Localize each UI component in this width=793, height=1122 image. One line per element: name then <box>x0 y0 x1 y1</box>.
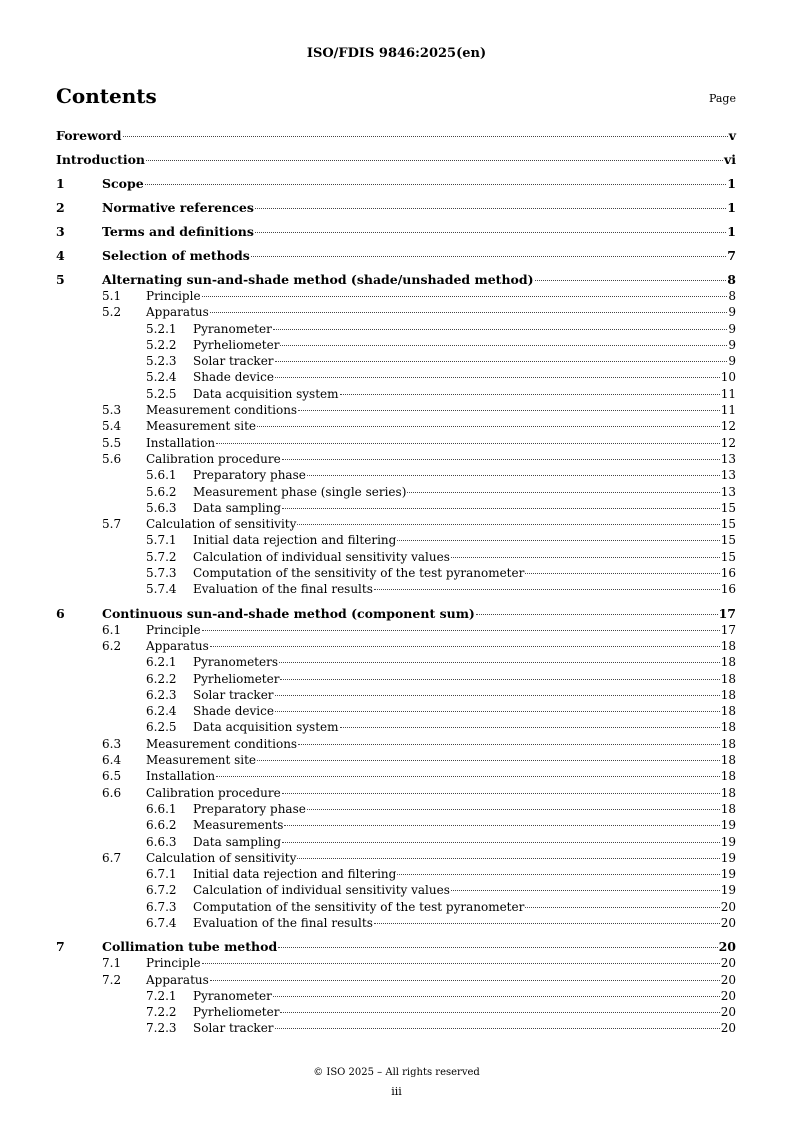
toc-entry[interactable] <box>56 484 736 500</box>
toc-dot-leader <box>216 443 720 444</box>
toc-entry-number: 6.7.1 <box>146 867 177 882</box>
toc-dot-leader <box>307 809 720 810</box>
toc-entry-page[interactable]: 18 <box>720 801 736 816</box>
toc-entry-number: 5 <box>56 272 65 287</box>
toc-entry-number: 6.1 <box>102 622 122 637</box>
toc-entry-page[interactable]: vi <box>723 152 736 167</box>
toc-entry[interactable] <box>56 850 736 866</box>
toc-entry[interactable] <box>56 768 736 784</box>
toc-dot-leader <box>279 662 720 663</box>
toc-entry-title[interactable]: Selection of methods <box>102 248 250 263</box>
toc-entry-page[interactable]: 10 <box>720 370 736 385</box>
toc-dot-leader <box>275 1028 720 1029</box>
toc-entry[interactable] <box>56 288 736 304</box>
toc-dot-leader <box>275 711 720 712</box>
toc-entry-page[interactable]: 15 <box>720 517 736 532</box>
toc-entry-number: 6.6.2 <box>146 818 177 833</box>
toc-entry-page[interactable]: 20 <box>718 939 736 955</box>
toc-dot-leader <box>280 679 719 680</box>
toc-entry-title[interactable]: Calculation of sensitivity <box>146 517 297 532</box>
toc-entry[interactable] <box>56 606 736 622</box>
toc-entry-number: 5.2.5 <box>146 386 177 401</box>
toc-entry-page[interactable]: 20 <box>720 956 736 971</box>
toc-entry-number: 6 <box>56 605 65 621</box>
toc-entry[interactable] <box>56 687 736 703</box>
toc-entry-page[interactable]: 15 <box>720 533 736 548</box>
toc-entry-title[interactable]: Data acquisition system <box>193 386 339 401</box>
toc-entry-title[interactable]: Measurements <box>193 818 284 833</box>
toc-dot-leader <box>202 630 720 631</box>
toc-dot-leader <box>210 646 720 647</box>
toc-dot-leader <box>251 256 726 257</box>
toc-entry-number: 6.5 <box>102 769 122 784</box>
toc-entry-page[interactable]: 15 <box>720 500 736 515</box>
toc-entry-page[interactable]: 17 <box>718 605 736 621</box>
toc-entry[interactable] <box>56 353 736 369</box>
toc-dot-leader <box>146 160 723 161</box>
toc-dot-leader <box>451 557 720 558</box>
toc-entry-number: 5.6.2 <box>146 484 177 499</box>
toc-dot-leader <box>297 524 719 525</box>
toc-entry-number: 5.2.1 <box>146 321 177 336</box>
toc-entry-page[interactable]: 19 <box>720 867 736 882</box>
toc-entry-title[interactable]: Shade device <box>193 370 274 385</box>
toc-entry-number: 5.2 <box>102 305 122 320</box>
toc-entry-page[interactable]: 18 <box>720 687 736 702</box>
toc-entry-page[interactable]: v <box>728 128 736 143</box>
toc-entry-title[interactable]: Normative references <box>102 200 254 215</box>
toc-entry[interactable] <box>56 128 736 144</box>
toc-entry-title[interactable]: Solar tracker <box>193 687 274 702</box>
toc-entry[interactable] <box>56 939 736 955</box>
toc-entry-title[interactable]: Calibration procedure <box>146 451 281 466</box>
toc-dot-leader <box>145 184 727 185</box>
toc-entry[interactable] <box>56 272 736 288</box>
page-column-label: Page <box>708 92 736 105</box>
toc-entry-page[interactable]: 8 <box>727 272 736 287</box>
toc-dot-leader <box>525 907 719 908</box>
toc-entry-page[interactable]: 13 <box>720 484 736 499</box>
toc-dot-leader <box>278 947 717 948</box>
toc-entry-title[interactable]: Evaluation of the final results <box>193 915 373 930</box>
toc-entry-page[interactable]: 18 <box>720 704 736 719</box>
toc-entry-title[interactable]: Calibration procedure <box>146 785 281 800</box>
toc-entry[interactable] <box>56 703 736 719</box>
toc-dot-leader <box>397 540 719 541</box>
toc-entry-number: 6.2.4 <box>146 704 177 719</box>
toc-dot-leader <box>202 296 728 297</box>
toc-entry-title[interactable]: Pyranometer <box>193 321 272 336</box>
toc-entry[interactable] <box>56 972 736 988</box>
toc-entry[interactable] <box>56 638 736 654</box>
toc-entry-title[interactable]: Pyranometer <box>193 988 272 1003</box>
toc-dot-leader <box>298 744 720 745</box>
toc-entry-title[interactable]: Pyrheliometer <box>193 671 280 686</box>
toc-entry-page[interactable]: 20 <box>720 972 736 987</box>
toc-dot-leader <box>257 760 720 761</box>
toc-entry-number: 5.7 <box>102 517 122 532</box>
toc-entry[interactable] <box>56 337 736 353</box>
toc-entry-page[interactable]: 8 <box>728 289 736 303</box>
toc-entry-number: 2 <box>56 200 65 215</box>
toc-entry-title[interactable]: Pyrheliometer <box>193 1005 280 1020</box>
toc-entry-number: 7.2 <box>102 972 122 987</box>
toc-entry[interactable] <box>56 500 736 516</box>
toc-entry-page[interactable]: 20 <box>720 1005 736 1020</box>
toc-entry-title[interactable]: Installation <box>146 769 216 784</box>
toc-entry-title[interactable]: Solar tracker <box>193 354 274 369</box>
toc-entry[interactable] <box>56 581 736 597</box>
toc-entry-page[interactable]: 7 <box>727 248 736 263</box>
toc-entry-page[interactable]: 11 <box>720 386 736 401</box>
toc-entry-number: 6.7.4 <box>146 915 177 930</box>
toc-entry[interactable] <box>56 248 736 264</box>
toc-entry-page[interactable]: 19 <box>720 818 736 833</box>
toc-entry-title[interactable]: Principle <box>146 956 201 971</box>
toc-entry-number: 5.7.3 <box>146 566 177 581</box>
toc-entry-title[interactable]: Terms and definitions <box>102 224 254 239</box>
toc-entry-title[interactable]: Preparatory phase <box>193 801 306 816</box>
document-header: ISO/FDIS 9846:2025(en) <box>306 46 487 61</box>
toc-entry-number: 5.7.4 <box>146 582 177 597</box>
toc-entry-page[interactable]: 18 <box>720 638 736 653</box>
toc-entry[interactable] <box>56 752 736 768</box>
toc-entry-number: 5.6.1 <box>146 468 177 483</box>
toc-dot-leader <box>297 858 719 859</box>
toc-dot-leader <box>298 410 720 411</box>
toc-entry-title[interactable]: Shade device <box>193 704 274 719</box>
toc-dot-leader <box>282 842 720 843</box>
toc-entry[interactable] <box>56 418 736 434</box>
toc-dot-leader <box>284 825 719 826</box>
toc-entry[interactable] <box>56 622 736 638</box>
toc-entry[interactable] <box>56 369 736 385</box>
toc-entry-number: 3 <box>56 224 65 239</box>
toc-entry-number: 5.2.2 <box>146 337 177 352</box>
toc-entry-number: 6.6 <box>102 785 122 800</box>
toc-entry-page[interactable]: 20 <box>720 1021 736 1036</box>
toc-entry-title[interactable]: Solar tracker <box>193 1021 274 1036</box>
toc-entry-page[interactable]: 1 <box>727 200 736 215</box>
toc-entry-title[interactable]: Measurement phase (single series) <box>193 484 407 499</box>
toc-entry-title[interactable]: Principle <box>146 622 201 637</box>
toc-entry-page[interactable]: 18 <box>720 671 736 686</box>
toc-dot-leader <box>280 1012 719 1013</box>
toc-entry-title[interactable]: Measurement site <box>146 419 257 434</box>
copyright-notice: © ISO 2025 – All rights reserved <box>313 1067 480 1078</box>
toc-entry-number: 6.7.3 <box>146 899 177 914</box>
toc-entry-title[interactable]: Calculation of sensitivity <box>146 850 297 865</box>
toc-entry-number: 6.3 <box>102 736 122 751</box>
toc-dot-leader <box>210 980 720 981</box>
toc-dot-leader <box>210 312 728 313</box>
toc-dot-leader <box>307 475 720 476</box>
toc-entry-page[interactable]: 15 <box>720 549 736 564</box>
toc-entry-page[interactable]: 1 <box>727 224 736 239</box>
toc-entry-number: 7.2.1 <box>146 988 177 1003</box>
toc-entry-page[interactable]: 12 <box>720 435 736 450</box>
toc-entry-title[interactable]: Collimation tube method <box>102 939 278 955</box>
toc-entry-page[interactable]: 19 <box>720 834 736 849</box>
toc-dot-leader <box>273 329 728 330</box>
toc-entry[interactable] <box>56 866 736 882</box>
toc-dot-leader <box>374 589 720 590</box>
toc-entry-page[interactable]: 9 <box>728 337 736 352</box>
toc-entry-number: 6.6.1 <box>146 801 177 816</box>
toc-entry[interactable] <box>56 224 736 240</box>
page-number: iii <box>391 1085 402 1098</box>
toc-dot-leader <box>340 394 720 395</box>
toc-entry-title[interactable]: Calculation of individual sensitivity values <box>193 549 450 564</box>
toc-entry[interactable] <box>56 516 736 532</box>
toc-entry-page[interactable]: 18 <box>720 720 736 735</box>
toc-entry-page[interactable]: 9 <box>728 354 736 369</box>
toc-entry[interactable] <box>56 736 736 752</box>
toc-entry-number: 5.4 <box>102 419 122 434</box>
toc-entry-title[interactable]: Apparatus <box>146 305 209 320</box>
toc-entry[interactable] <box>56 549 736 565</box>
toc-entry-title[interactable]: Data sampling <box>193 834 282 849</box>
toc-entry-page[interactable]: 18 <box>720 753 736 768</box>
toc-entry-number: 5.1 <box>102 289 122 303</box>
toc-entry-number: 6.7 <box>102 850 122 865</box>
toc-dot-leader <box>257 426 720 427</box>
toc-entry[interactable] <box>56 955 736 971</box>
toc-entry[interactable] <box>56 801 736 817</box>
toc-entry-title[interactable]: Initial data rejection and filtering <box>193 533 397 548</box>
toc-entry[interactable] <box>56 467 736 483</box>
toc-entry[interactable] <box>56 817 736 833</box>
toc-entry-title[interactable]: Data acquisition system <box>193 720 339 735</box>
table-of-contents <box>56 128 736 1037</box>
toc-entry-number: 5.2.4 <box>146 370 177 385</box>
toc-dot-leader <box>275 377 720 378</box>
toc-dot-leader <box>275 695 720 696</box>
toc-entry[interactable] <box>56 386 736 402</box>
toc-entry-number: 5.2.3 <box>146 354 177 369</box>
toc-entry-number: 7.1 <box>102 956 122 971</box>
toc-entry-title[interactable]: Pyranometers <box>193 655 278 670</box>
toc-entry[interactable] <box>56 402 736 418</box>
toc-entry[interactable] <box>56 565 736 581</box>
toc-entry-page[interactable]: 18 <box>720 736 736 751</box>
toc-entry[interactable] <box>56 451 736 467</box>
toc-entry[interactable] <box>56 200 736 216</box>
toc-entry-title[interactable]: Initial data rejection and filtering <box>193 867 397 882</box>
toc-entry-title[interactable]: Preparatory phase <box>193 468 306 483</box>
toc-entry[interactable] <box>56 882 736 898</box>
toc-entry-number: 6.6.3 <box>146 834 177 849</box>
toc-entry-page[interactable]: 16 <box>720 566 736 581</box>
toc-entry-page[interactable]: 20 <box>720 899 736 914</box>
toc-dot-leader <box>282 508 720 509</box>
toc-entry-number: 5.7.2 <box>146 549 177 564</box>
toc-entry-page[interactable]: 13 <box>720 451 736 466</box>
toc-entry[interactable] <box>56 719 736 735</box>
toc-entry[interactable] <box>56 899 736 915</box>
toc-entry-title[interactable]: Computation of the sensitivity of the test pyranometer <box>193 566 525 581</box>
toc-entry-page[interactable]: 1 <box>727 176 736 191</box>
toc-entry-title[interactable]: Data sampling <box>193 500 282 515</box>
toc-entry-number: 6.2 <box>102 638 122 653</box>
toc-entry-number: 6.2.5 <box>146 720 177 735</box>
toc-entry-title[interactable]: Measurement conditions <box>146 403 298 418</box>
toc-entry-title[interactable]: Measurement site <box>146 753 257 768</box>
toc-entry-page[interactable]: 17 <box>720 622 736 637</box>
toc-entry-title[interactable]: Alternating sun-and-shade method (shade/unshaded method) <box>102 272 534 287</box>
toc-dot-leader <box>476 614 718 615</box>
toc-entry-title[interactable]: Principle <box>146 289 201 303</box>
toc-entry-title[interactable]: Computation of the sensitivity of the test pyranometer <box>193 899 525 914</box>
toc-entry-page[interactable]: 19 <box>720 883 736 898</box>
toc-entry-page[interactable]: 12 <box>720 419 736 434</box>
toc-entry-page[interactable]: 13 <box>720 468 736 483</box>
toc-entry-page[interactable]: 18 <box>720 785 736 800</box>
toc-entry[interactable] <box>56 785 736 801</box>
toc-entry-title[interactable]: Pyrheliometer <box>193 337 280 352</box>
toc-entry-page[interactable]: 9 <box>728 321 736 336</box>
toc-entry-title[interactable]: Measurement conditions <box>146 736 298 751</box>
toc-entry-number: 5.6 <box>102 451 122 466</box>
toc-entry-title[interactable]: Scope <box>102 176 144 191</box>
toc-dot-leader <box>282 459 720 460</box>
toc-entry-number: 5.7.1 <box>146 533 177 548</box>
toc-entry[interactable] <box>56 654 736 670</box>
toc-entry-page[interactable]: 9 <box>728 305 736 320</box>
toc-entry-page[interactable]: 18 <box>720 655 736 670</box>
toc-entry-number: 6.2.3 <box>146 687 177 702</box>
toc-entry[interactable] <box>56 435 736 451</box>
page-title: Contents <box>56 84 157 108</box>
toc-entry[interactable] <box>56 152 736 168</box>
toc-dot-leader <box>123 136 728 137</box>
toc-entry-page[interactable]: 11 <box>720 403 736 418</box>
toc-entry-title[interactable]: Introduction <box>56 152 146 167</box>
toc-entry-page[interactable]: 18 <box>720 769 736 784</box>
toc-entry-title[interactable]: Apparatus <box>146 972 209 987</box>
toc-entry-number: 7.2.2 <box>146 1005 177 1020</box>
toc-dot-leader <box>451 890 720 891</box>
toc-entry-title[interactable]: Evaluation of the final results <box>193 582 373 597</box>
toc-entry[interactable] <box>56 915 736 931</box>
toc-dot-leader <box>255 232 726 233</box>
toc-entry-number: 6.2.2 <box>146 671 177 686</box>
toc-entry-title[interactable]: Continuous sun-and-shade method (component sum) <box>102 605 475 621</box>
toc-entry-number: 1 <box>56 176 65 191</box>
toc-entry-page[interactable]: 19 <box>720 850 736 865</box>
toc-dot-leader <box>407 492 719 493</box>
toc-dot-leader <box>397 874 719 875</box>
toc-entry-title[interactable]: Apparatus <box>146 638 209 653</box>
toc-dot-leader <box>535 280 727 281</box>
toc-entry-title[interactable]: Foreword <box>56 128 122 143</box>
toc-entry-title[interactable]: Calculation of individual sensitivity values <box>193 883 450 898</box>
toc-dot-leader <box>282 793 720 794</box>
toc-entry[interactable] <box>56 988 736 1004</box>
toc-dot-leader <box>275 361 728 362</box>
toc-entry-number: 6.7.2 <box>146 883 177 898</box>
toc-entry-page[interactable]: 20 <box>720 915 736 930</box>
toc-entry-number: 5.6.3 <box>146 500 177 515</box>
toc-entry-page[interactable]: 20 <box>720 988 736 1003</box>
toc-entry[interactable] <box>56 304 736 320</box>
toc-entry-number: 5.3 <box>102 403 122 418</box>
toc-entry[interactable] <box>56 671 736 687</box>
toc-entry[interactable] <box>56 176 736 192</box>
toc-entry[interactable] <box>56 321 736 337</box>
toc-entry-number: 7 <box>56 939 65 955</box>
toc-entry[interactable] <box>56 834 736 850</box>
toc-entry-number: 4 <box>56 248 65 263</box>
toc-dot-leader <box>202 963 720 964</box>
toc-entry-page[interactable]: 16 <box>720 582 736 597</box>
toc-entry-number: 7.2.3 <box>146 1021 177 1036</box>
toc-entry-number: 5.5 <box>102 435 122 450</box>
toc-entry[interactable] <box>56 532 736 548</box>
toc-entry[interactable] <box>56 1020 736 1036</box>
toc-dot-leader <box>340 727 720 728</box>
toc-dot-leader <box>273 996 720 997</box>
toc-dot-leader <box>255 208 726 209</box>
toc-entry[interactable] <box>56 1004 736 1020</box>
toc-entry-number: 6.4 <box>102 753 122 768</box>
toc-dot-leader <box>216 776 720 777</box>
toc-entry-title[interactable]: Installation <box>146 435 216 450</box>
toc-dot-leader <box>374 923 720 924</box>
toc-dot-leader <box>525 573 719 574</box>
toc-dot-leader <box>280 345 727 346</box>
toc-entry-number: 6.2.1 <box>146 655 177 670</box>
